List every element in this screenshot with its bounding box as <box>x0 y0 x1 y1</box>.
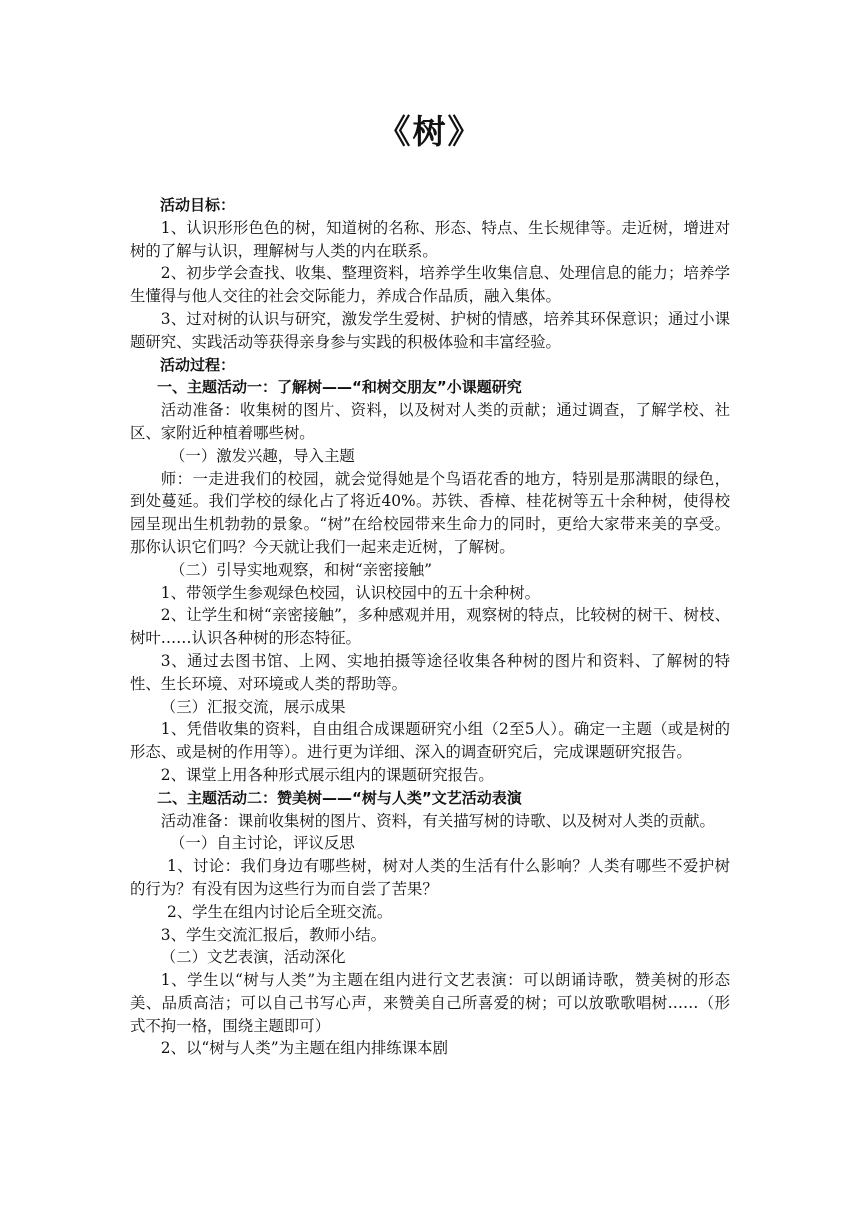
activity-1-step-2-item-1: 1、带领学生参观绿色校园，认识校园中的五十余种树。 <box>160 583 540 602</box>
activity-2-step-1-item-3: 3、学生交流汇报后，教师小结。 <box>160 925 387 944</box>
activity-1-step-2-item-3: 3、通过去图书馆、上网、实地拍摄等途径收集各种树的图片和资料、了解树的特性、生长环境、对环境或人类的帮助等。 <box>130 651 730 693</box>
objective-3: 3、过对树的认识与研究，激发学生爱树、护树的情感，培养其环保意识；通过小课题研究、实践活动等获得亲身参与实践的积极体验和丰富经验。 <box>130 309 730 351</box>
activity-2-step-2-item-1: 1、学生以“树与人类”为主题在组内进行文艺表演：可以朗诵诗歌，赞美树的形态美、品质高洁；可以自己书写心声，来赞美自己所喜爱的树；可以放歌歌唱树……（形式不拘一格，围绕主题即可） <box>130 971 730 1035</box>
activity-1-step-3-item-2: 2、课堂上用各种形式展示组内的课题研究报告。 <box>160 765 494 784</box>
document-body <box>130 194 730 1060</box>
activity-2-step-1-heading: （一）自主讨论，评议反思 <box>170 834 355 853</box>
objectives-heading: 活动目标： <box>160 196 236 214</box>
activity-1-heading: 一、主题活动一：了解树——“和树交朋友”小课题研究 <box>157 378 522 397</box>
activity-2-heading: 二、主题活动二：赞美树——“树与人类”文艺活动表演 <box>157 788 522 807</box>
activity-2-step-1-item-2: 2、学生在组内讨论后全班交流。 <box>166 902 393 921</box>
activity-1-step-3-heading: （三）汇报交流，展示成果 <box>160 697 346 716</box>
process-heading: 活动过程： <box>160 355 236 374</box>
activity-1-step-1-heading: （一）激发兴趣，导入主题 <box>170 446 355 465</box>
objective-2: 2、初步学会查找、收集、整理资料，培养学生收集信息、处理信息的能力；培养学生懂得与他人交往的社会交际能力，养成合作品质，融入集体。 <box>130 264 730 306</box>
activity-2-step-1-item-1: 1、讨论：我们身边有哪些树，树对人类的生活有什么影响？人类有哪些不爱护树的行为？有没有因为这些行为而自尝了苦果？ <box>130 857 730 898</box>
activity-2-step-2-heading: （二）文艺表演，活动深化 <box>160 948 346 967</box>
activity-2-preparation: 活动准备：课前收集树的图片、资料，有关描写树的诗歌、以及树对人类的贡献。 <box>160 811 715 830</box>
activity-1-step-2-item-2: 2、让学生和树“亲密接触”，多种感观并用，观察树的特点，比较树的树干、树枝、树叶……认识各种树的形态特征。 <box>130 606 730 648</box>
document-title: 《树》 <box>377 112 483 151</box>
activity-1-step-3-item-1: 1、凭借收集的资料，自由组合成课题研究小组（2至5人）。确定一主题（或是树的形态、或是树的作用等）。进行更为详细、深入的调查研究后，完成课题研究报告。 <box>130 720 730 762</box>
objective-1: 1、认识形形色色的树，知道树的名称、形态、特点、生长规律等。走近树，增进对树的了解与认识，理解树与人类的内在联系。 <box>130 218 730 260</box>
activity-1-step-2-heading: （二）引导实地观察，和树“亲密接触” <box>170 560 433 579</box>
activity-1-step-1-text: 师：一走进我们的校园，就会觉得她是个鸟语花香的地方，特别是那满眼的绿色，到处蔓延。我们学校的绿化占了将近40%。苏铁、香樟、桂花树等五十余种树，使得校园呈现出生机勃勃的景象。“树”在给校园带来生命力的同时，更给大家带来美的享受。那你认识它们吗？今天就让我们一起来走近树，了解树。 <box>130 469 730 556</box>
activity-1-preparation: 活动准备：收集树的图片、资料，以及树对人类的贡献；通过调查，了解学校、社区、家附近种植着哪些树。 <box>130 401 730 442</box>
activity-2-step-2-item-2: 2、以“树与人类”为主题在组内排练课本剧 <box>160 1039 448 1058</box>
